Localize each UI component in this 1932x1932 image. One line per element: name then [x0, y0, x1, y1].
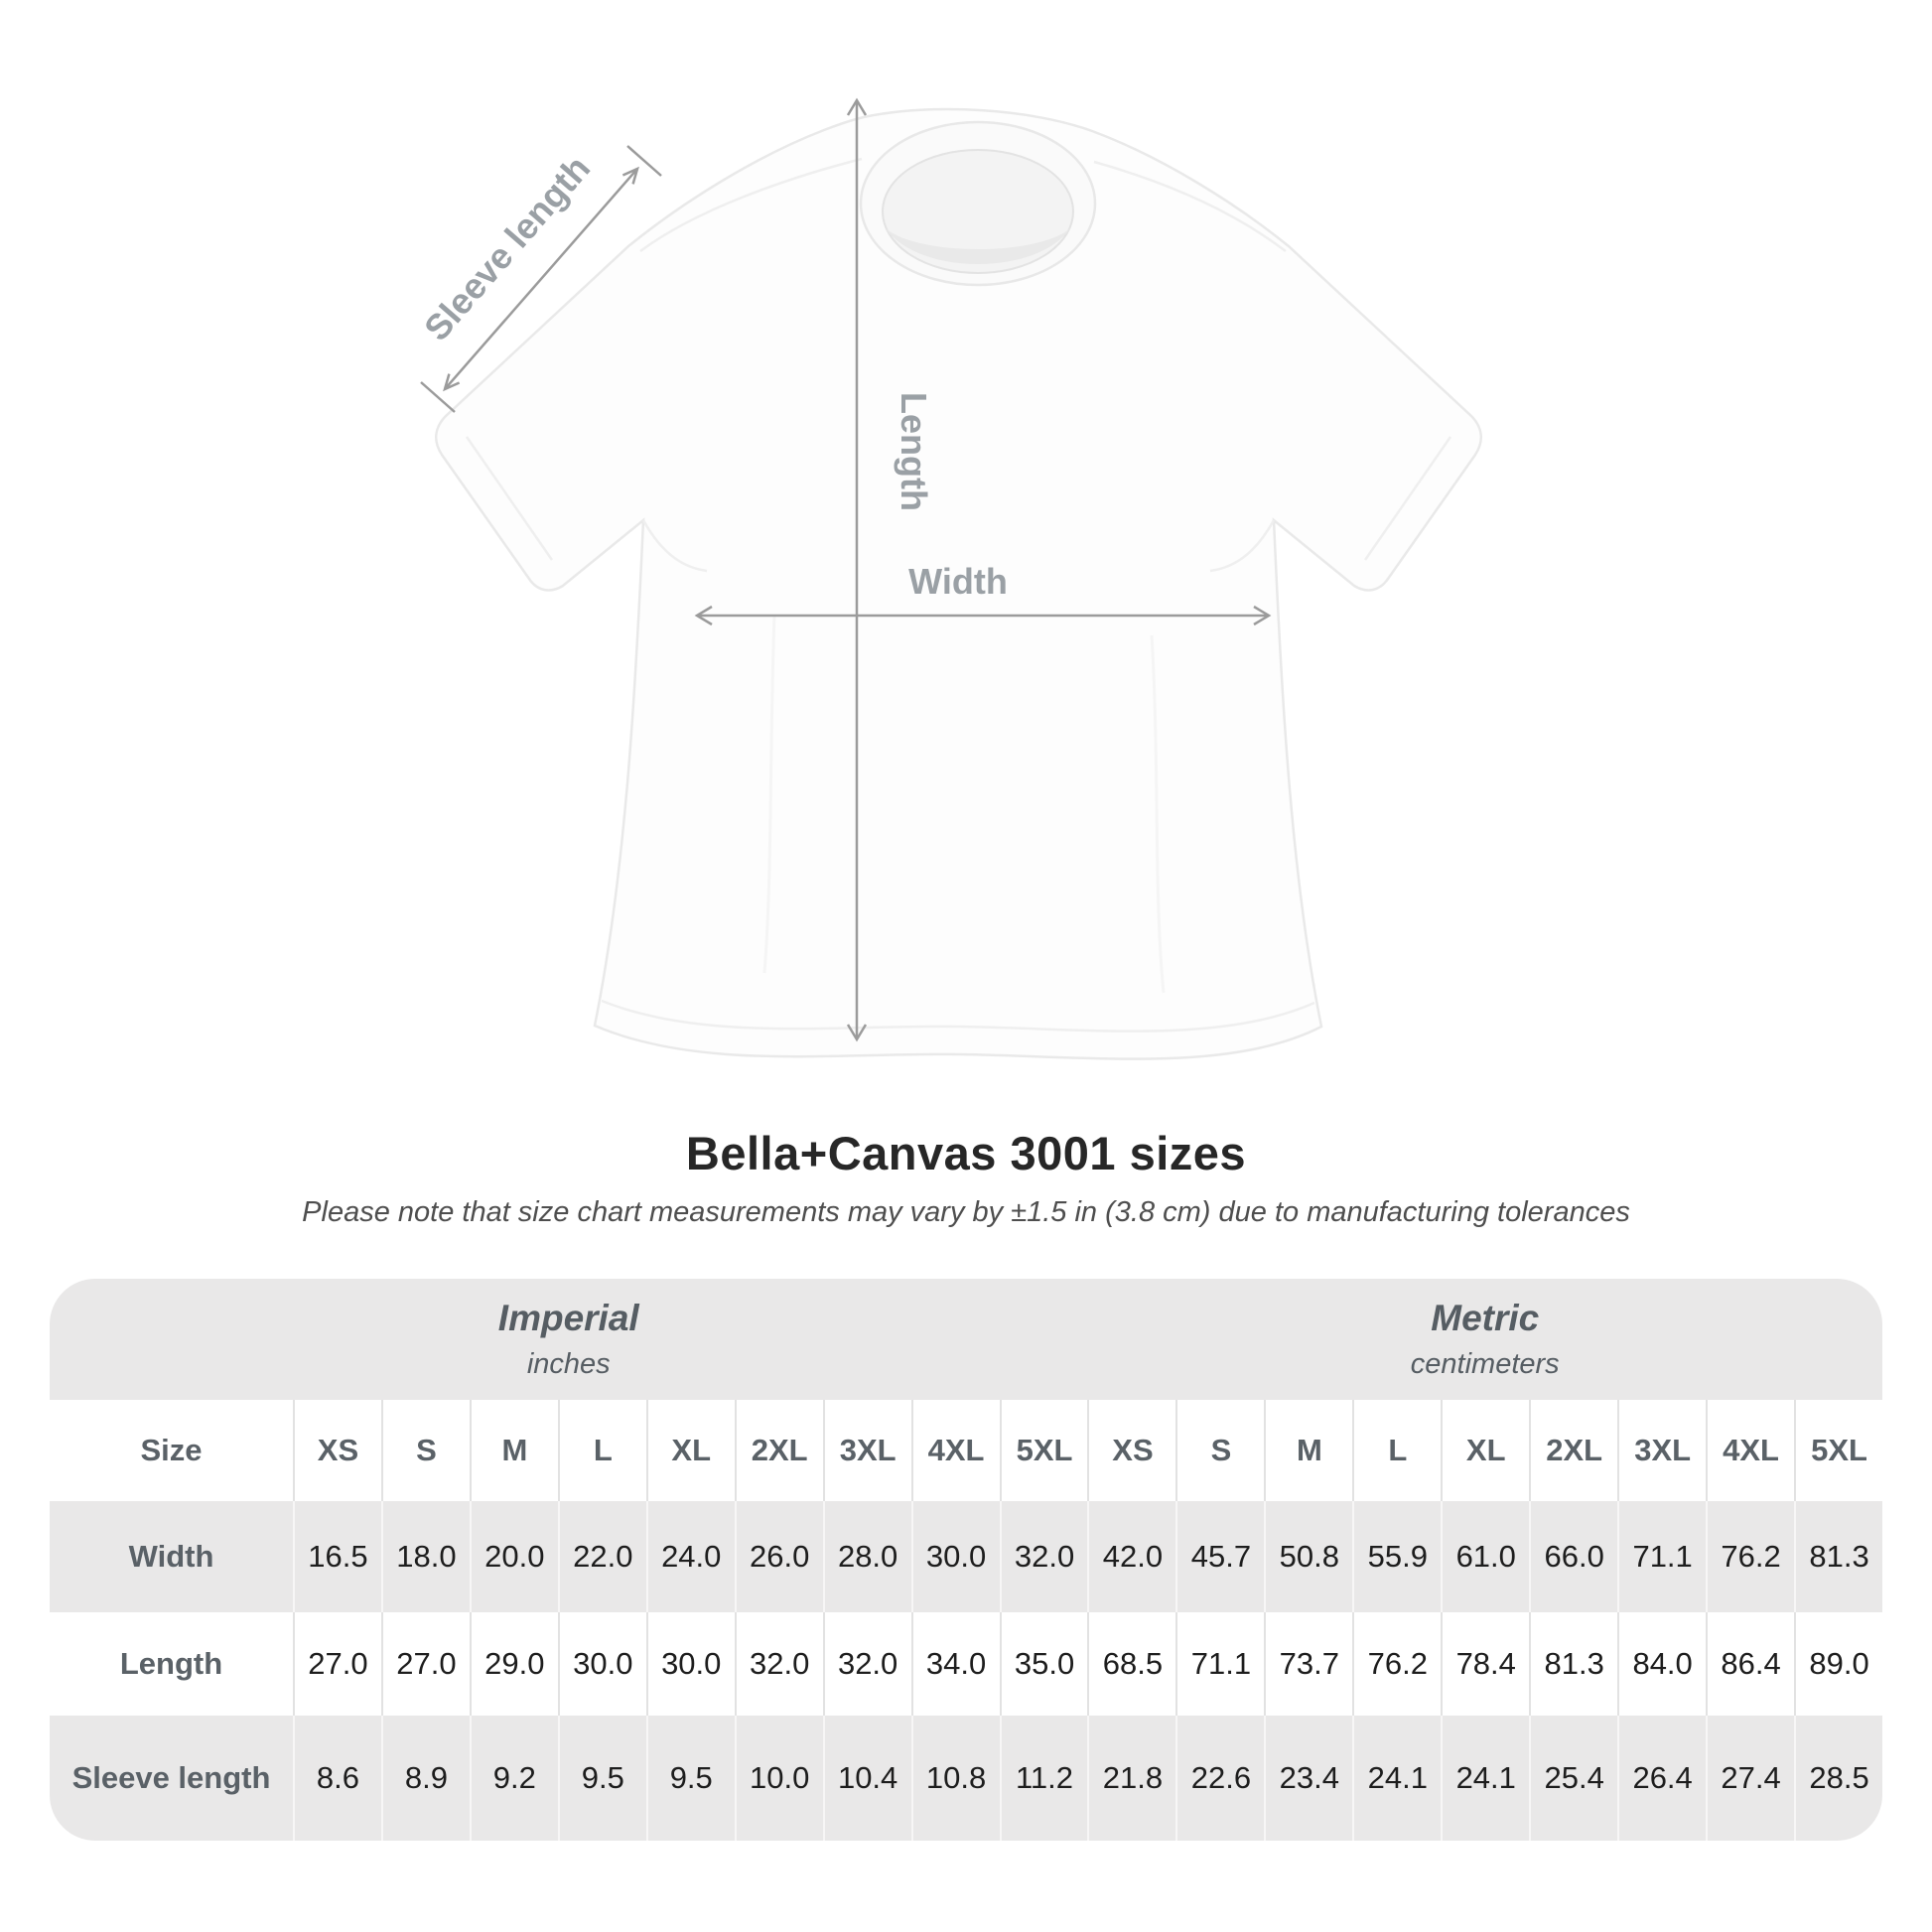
sleeve-metric-cell: 25.4	[1529, 1716, 1617, 1841]
size-table	[50, 1279, 1882, 1841]
size-header: M	[470, 1400, 558, 1501]
sleeve-imperial-cell: 8.6	[293, 1716, 381, 1841]
table-row-width	[50, 1501, 1882, 1612]
length-imperial-cell: 27.0	[381, 1612, 470, 1716]
length-imperial-cell: 32.0	[823, 1612, 911, 1716]
size-header: S	[1175, 1400, 1264, 1501]
sleeve-metric-cell: 24.1	[1352, 1716, 1441, 1841]
size-header: 2XL	[1529, 1400, 1617, 1501]
row-label: Sleeve length	[71, 1760, 271, 1795]
width-imperial-cell: 28.0	[823, 1501, 911, 1612]
sleeve-imperial-cell: 10.8	[911, 1716, 1000, 1841]
sleeve-imperial-cell: 8.9	[381, 1716, 470, 1841]
unit-group-unit: inches	[526, 1348, 611, 1380]
length-imperial-cell: 30.0	[646, 1612, 735, 1716]
length-imperial-cell: 29.0	[470, 1612, 558, 1716]
length-imperial-cell: 32.0	[735, 1612, 823, 1716]
length-metric-cell: 68.5	[1087, 1612, 1175, 1716]
sleeve-metric-cell: 26.4	[1617, 1716, 1706, 1841]
length-metric-cell: 76.2	[1352, 1612, 1441, 1716]
sleeve-length-label: Sleeve length	[415, 147, 599, 348]
length-metric-cell: 78.4	[1441, 1612, 1529, 1716]
length-imperial-cell: 34.0	[911, 1612, 1000, 1716]
width-imperial-cell: 26.0	[735, 1501, 823, 1612]
size-header: XS	[293, 1400, 381, 1501]
row-label: Width	[128, 1539, 214, 1574]
length-metric-cell: 73.7	[1264, 1612, 1352, 1716]
sleeve-metric-cell: 23.4	[1264, 1716, 1352, 1841]
length-label: Length	[894, 392, 934, 511]
width-imperial-cell: 20.0	[470, 1501, 558, 1612]
row-label: Length	[119, 1646, 223, 1681]
sleeve-imperial-cell: 11.2	[1000, 1716, 1088, 1841]
size-header: L	[1352, 1400, 1441, 1501]
width-imperial-cell: 18.0	[381, 1501, 470, 1612]
length-metric-cell: 84.0	[1617, 1612, 1706, 1716]
size-header: 2XL	[735, 1400, 823, 1501]
unit-group-unit: centimeters	[1410, 1348, 1560, 1380]
unit-group-name: Metric	[1431, 1298, 1540, 1338]
sleeve-metric-cell: 21.8	[1087, 1716, 1175, 1841]
unit-group-imperial	[50, 1279, 1088, 1400]
size-header: 5XL	[1000, 1400, 1088, 1501]
width-imperial-cell: 22.0	[558, 1501, 646, 1612]
width-metric-cell: 81.3	[1794, 1501, 1882, 1612]
sleeve-imperial-cell: 9.5	[558, 1716, 646, 1841]
size-header: 3XL	[1617, 1400, 1706, 1501]
size-header: 4XL	[911, 1400, 1000, 1501]
length-metric-cell: 71.1	[1175, 1612, 1264, 1716]
length-imperial-cell: 30.0	[558, 1612, 646, 1716]
sleeve-metric-cell: 28.5	[1794, 1716, 1882, 1841]
width-metric-cell: 71.1	[1617, 1501, 1706, 1612]
tolerance-note: Please note that size chart measurements may vary by ±1.5 in (3.8 cm) due to manufacturing tolerances	[302, 1196, 1630, 1228]
width-imperial-cell: 30.0	[911, 1501, 1000, 1612]
sleeve-metric-cell: 27.4	[1706, 1716, 1794, 1841]
table-row-length	[50, 1612, 1882, 1716]
sleeve-imperial-cell: 10.0	[735, 1716, 823, 1841]
width-imperial-cell: 24.0	[646, 1501, 735, 1612]
size-header: L	[558, 1400, 646, 1501]
sleeve-metric-cell: 24.1	[1441, 1716, 1529, 1841]
page-title: Bella+Canvas 3001 sizes	[685, 1127, 1247, 1179]
width-imperial-cell: 16.5	[293, 1501, 381, 1612]
width-metric-cell: 55.9	[1352, 1501, 1441, 1612]
unit-header-row	[50, 1279, 1882, 1400]
size-col-header: Size	[140, 1433, 203, 1467]
size-header: XS	[1087, 1400, 1175, 1501]
size-header: S	[381, 1400, 470, 1501]
length-imperial-cell: 35.0	[1000, 1612, 1088, 1716]
size-header: 5XL	[1794, 1400, 1882, 1501]
sleeve-imperial-cell: 9.2	[470, 1716, 558, 1841]
size-header: 3XL	[823, 1400, 911, 1501]
table-row-sleeve-length	[50, 1716, 1882, 1841]
size-header: XL	[646, 1400, 735, 1501]
sleeve-imperial-cell: 9.5	[646, 1716, 735, 1841]
width-metric-cell: 50.8	[1264, 1501, 1352, 1612]
length-metric-cell: 86.4	[1706, 1612, 1794, 1716]
width-metric-cell: 61.0	[1441, 1501, 1529, 1612]
width-label: Width	[908, 561, 1008, 602]
unit-group-name: Imperial	[497, 1298, 639, 1338]
length-metric-cell: 89.0	[1794, 1612, 1882, 1716]
width-metric-cell: 66.0	[1529, 1501, 1617, 1612]
size-header: M	[1264, 1400, 1352, 1501]
width-metric-cell: 76.2	[1706, 1501, 1794, 1612]
width-imperial-cell: 32.0	[1000, 1501, 1088, 1612]
width-metric-cell: 42.0	[1087, 1501, 1175, 1612]
size-header: XL	[1441, 1400, 1529, 1501]
size-header-row	[50, 1400, 1882, 1501]
size-header: 4XL	[1706, 1400, 1794, 1501]
length-metric-cell: 81.3	[1529, 1612, 1617, 1716]
unit-group-metric	[1088, 1279, 1883, 1400]
sleeve-metric-cell: 22.6	[1175, 1716, 1264, 1841]
length-imperial-cell: 27.0	[293, 1612, 381, 1716]
sleeve-imperial-cell: 10.4	[823, 1716, 911, 1841]
width-metric-cell: 45.7	[1175, 1501, 1264, 1612]
